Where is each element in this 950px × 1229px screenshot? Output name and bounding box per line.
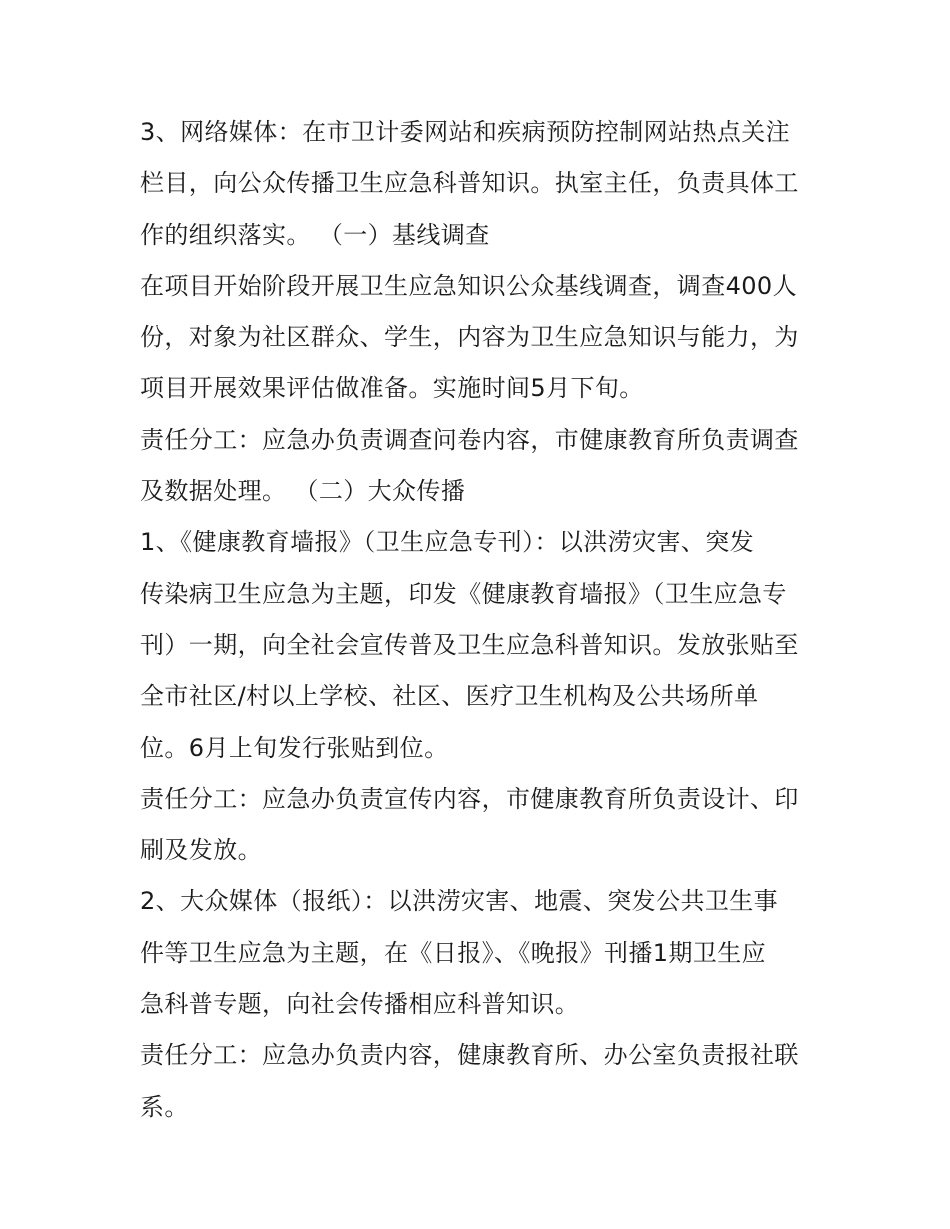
document-body xyxy=(140,107,820,1133)
text-line: 刷及发放。 xyxy=(140,836,262,865)
text-line: 责任分工：应急办负责宣传内容，市健康教育所负责设计、印 xyxy=(140,784,799,813)
text-line: 3、网络媒体：在市卫计委网站和疾病预防控制网站热点关注 xyxy=(140,118,791,146)
text-line: 系。 xyxy=(140,1092,189,1121)
text-line: 责任分工：应急办负责内容，健康教育所、办公室负责报社联 xyxy=(140,1041,799,1070)
text-line: 及数据处理。 （二）大众传播 xyxy=(140,477,466,506)
text-line: 项目开展效果评估做准备。实施时间5月下旬。 xyxy=(140,374,644,403)
text-line: 在项目开始阶段开展卫生应急知识公众基线调查，调查400人 xyxy=(140,271,798,300)
text-line: 责任分工：应急办负责调查问卷内容，市健康教育所负责调查 xyxy=(140,425,799,454)
text-line: 栏目，向公众传播卫生应急科普知识。执室主任，负责具体工 xyxy=(140,169,799,198)
text-line: 1、《健康教育墙报》（卫生应急专刊）：以洪涝灾害、突发 xyxy=(140,528,755,557)
text-line: 急科普专题，向社会传播相应科普知识。 xyxy=(140,990,580,1019)
text-line: 作的组织落实。 （一）基线调查 xyxy=(140,220,490,249)
text-line: 份，对象为社区群众、学生，内容为卫生应急知识与能力，为 xyxy=(140,323,799,352)
text-line: 传染病卫生应急为主题，印发《健康教育墙报》（卫生应急专 xyxy=(140,579,787,608)
text-line: 2、大众媒体（报纸）：以洪涝灾害、地震、突发公共卫生事 xyxy=(140,887,779,916)
text-line: 件等卫生应急为主题，在《日报》、《晚报》刊播1期卫生应 xyxy=(140,938,767,967)
text-line: 全市社区/村以上学校、社区、医疗卫生机构及公共场所单 xyxy=(140,682,759,711)
text-line: 刊）一期，向全社会宣传普及卫生应急科普知识。发放张贴至 xyxy=(140,630,799,659)
text-line: 位。6月上旬发行张贴到位。 xyxy=(140,733,449,762)
